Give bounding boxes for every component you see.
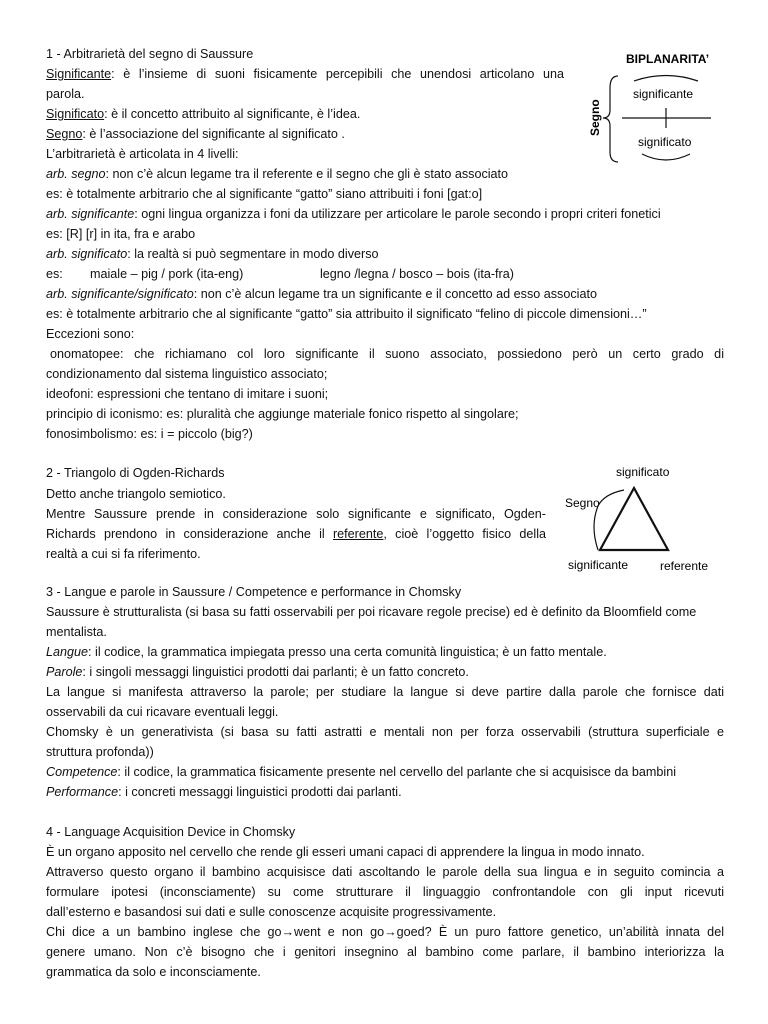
arb-both-def: : non c’è alcun legame tra un significante e il concetto ad esso associato (193, 287, 597, 301)
arb-both-example: es: è totalmente arbitrario che al significante “gatto” sia attribuito il significato “felino di piccole dimensioni…” (46, 307, 647, 321)
arb-significato-example-b: legno /legna / bosco – bois (ita-fra) (320, 267, 514, 281)
s2-line-2: Mentre Saussure prende in considerazione solo significante e significato, Ogden- (46, 507, 546, 521)
langue-definition (46, 644, 607, 660)
arb-segno-term: arb. segno (46, 167, 106, 181)
triangle-left-label: Segno (565, 496, 600, 510)
triangle-bottom-right-label: referente (660, 559, 709, 573)
fonosimbolismo: fonosimbolismo: es: i = piccolo (big?) (46, 427, 253, 441)
arb-significante (46, 206, 661, 222)
langue-def: : il codice, la grammatica impiegata presso una certa comunità linguistica; è un fatto mentale. (88, 645, 607, 659)
section-3-title: 3 - Langue e parole in Saussure / Competence e performance in Chomsky (46, 585, 462, 599)
s4-line-3: formulare ipotesi (inconsciamente) su come strutturare il linguaggio confrontandole con gli input ricevuti (46, 885, 724, 899)
s4-line-4: dall’esterno e basandosi sui dati e sulle conoscenze acquisite progressivamente. (46, 905, 497, 919)
s2-line-3a: Richards prendono in considerazione anche il (46, 527, 333, 541)
s3-line-1: Saussure è strutturalista (si basa su fatti osservabili per poi ricavare regole precise) ed è definito da Bloomfield come (46, 605, 697, 619)
competence-term: Competence (46, 765, 118, 779)
arb-significante-example: es: [R] [r] in ita, fra e arabo (46, 227, 196, 241)
onomatopee: onomatopee: che richiamano col loro significante il suono associato, possiedono però un certo grado di (50, 347, 724, 361)
levels-intro: L’arbitrarietà è articolata in 4 livelli: (46, 147, 239, 161)
arb-significato (46, 246, 379, 262)
section-2-title: 2 - Triangolo di Ogden-Richards (46, 466, 225, 480)
s4-line-2: Attraverso questo organo il bambino acquisisce dati ascoltando le parole della sua lingua e in seguito comincia a (46, 865, 724, 879)
competence-definition (46, 764, 676, 780)
s3-line-7: Chomsky è un generativista (si basa su fatti astratti e mentali non per forza osservabili (struttura superficiale e (46, 725, 724, 739)
s2-line-1: Detto anche triangolo semiotico. (46, 487, 226, 501)
triangle-bottom-left-label: significante (568, 558, 629, 572)
significante-definition-cont: parola. (46, 87, 85, 101)
parole-term: Parole (46, 665, 83, 679)
biplanarita-diagram (586, 48, 736, 170)
s2-line-3b: , cioè l’oggetto fisico della (383, 527, 546, 541)
referente-term: referente (332, 527, 384, 541)
performance-definition (46, 784, 402, 800)
top-arc (634, 76, 698, 82)
s2-line-4: realtà a cui si fa riferimento. (46, 547, 201, 561)
arb-significante-term: arb. significante (46, 207, 135, 221)
biplanarita-bottom-label: significato (638, 135, 692, 149)
section-4-title: 4 - Language Acquisition Device in Chomsky (46, 825, 296, 839)
triangle-shape (600, 488, 668, 550)
arb-significante-def: : ogni lingua organizza i foni da utilizzare per articolare le parole secondo i propri criteri fonetici (134, 207, 661, 221)
s3-line-8: struttura profonda)) (46, 745, 154, 759)
parole-definition (46, 664, 469, 680)
biplanarita-side-label: Segno (588, 99, 602, 136)
triangle-diagram (560, 460, 730, 578)
s2-line-3 (46, 526, 546, 542)
s3-line-2: mentalista. (46, 625, 107, 639)
arb-segno-def: : non c’è alcun legame tra il referente e il segno che gli è stato associato (105, 167, 509, 181)
arb-both (46, 286, 597, 302)
segno-def: : è l’associazione del significante al significato . (82, 127, 345, 141)
section-1-title: 1 - Arbitrarietà del segno di Saussure (46, 47, 254, 61)
onomatopee-cont: condizionamento dal sistema linguistico associato; (46, 367, 328, 381)
s3-line-5: La langue si manifesta attraverso la parole; per studiare la langue si deve partire dalla parole che fornisce dati (46, 685, 724, 699)
s4-line-7: grammatica da solo e inconsciamente. (46, 965, 261, 979)
ideofoni: ideofoni: espressioni che tentano di imitare i suoni; (46, 387, 329, 401)
s3-line-6: osservabili da cui ricavare eventuali leggi. (46, 705, 279, 719)
biplanarita-title: BIPLANARITA’ (626, 52, 710, 66)
s4-line-5: Chi dice a un bambino inglese che go→went e non go→goed? È un puro fattore genetico, un’abilità innata del (46, 925, 724, 939)
performance-def: : i concreti messaggi linguistici prodotti dai parlanti. (118, 785, 402, 799)
significante-definition (46, 66, 564, 82)
parole-def: : i singoli messaggi linguistici prodotti dai parlanti; è un fatto concreto. (82, 665, 469, 679)
s4-line-6: genere umano. Non c’è bisogno che i genitori insegnino al bambino come parlare, il bambino interiorizza la (46, 945, 724, 959)
segno-definition (46, 126, 345, 142)
iconismo: principio di iconismo: es: pluralità che aggiunge materiale fonico rispetto al singolare; (46, 407, 519, 421)
triangle-top-label: significato (616, 465, 670, 479)
arb-segno-example: es: è totalmente arbitrario che al significante “gatto” siano attribuiti i foni [gat:o] (46, 187, 483, 201)
significante-def: : è l’insieme di suoni fisicamente percepibili che unendosi articolano una (111, 67, 564, 81)
bottom-arc (642, 154, 690, 160)
significato-term: Significato (46, 107, 105, 121)
arb-significato-example-a: maiale – pig / pork (ita-eng) (90, 267, 244, 281)
performance-term: Performance (46, 785, 119, 799)
arb-significato-term: arb. significato (46, 247, 128, 261)
significante-term: Significante (46, 67, 112, 81)
significato-def: : è il concetto attribuito al significante, è l’idea. (104, 107, 361, 121)
exceptions-heading: Eccezioni sono: (46, 327, 135, 341)
competence-def: : il codice, la grammatica fisicamente presente nel cervello del parlante che si acquisisce da bambini (117, 765, 677, 779)
significato-definition (46, 106, 360, 122)
arb-significato-example-label: es: (46, 267, 63, 281)
arb-both-term: arb. significante/significato (46, 287, 194, 301)
arb-segno (46, 166, 508, 182)
arb-significato-def: : la realtà si può segmentare in modo diverso (127, 247, 379, 261)
curly-brace (603, 76, 618, 162)
biplanarita-top-label: significante (633, 87, 694, 101)
segno-term: Segno (46, 127, 83, 141)
s4-line-1: È un organo apposito nel cervello che rende gli esseri umani capaci di apprendere la lingua in modo innato. (46, 845, 645, 859)
langue-term: Langue (46, 645, 89, 659)
